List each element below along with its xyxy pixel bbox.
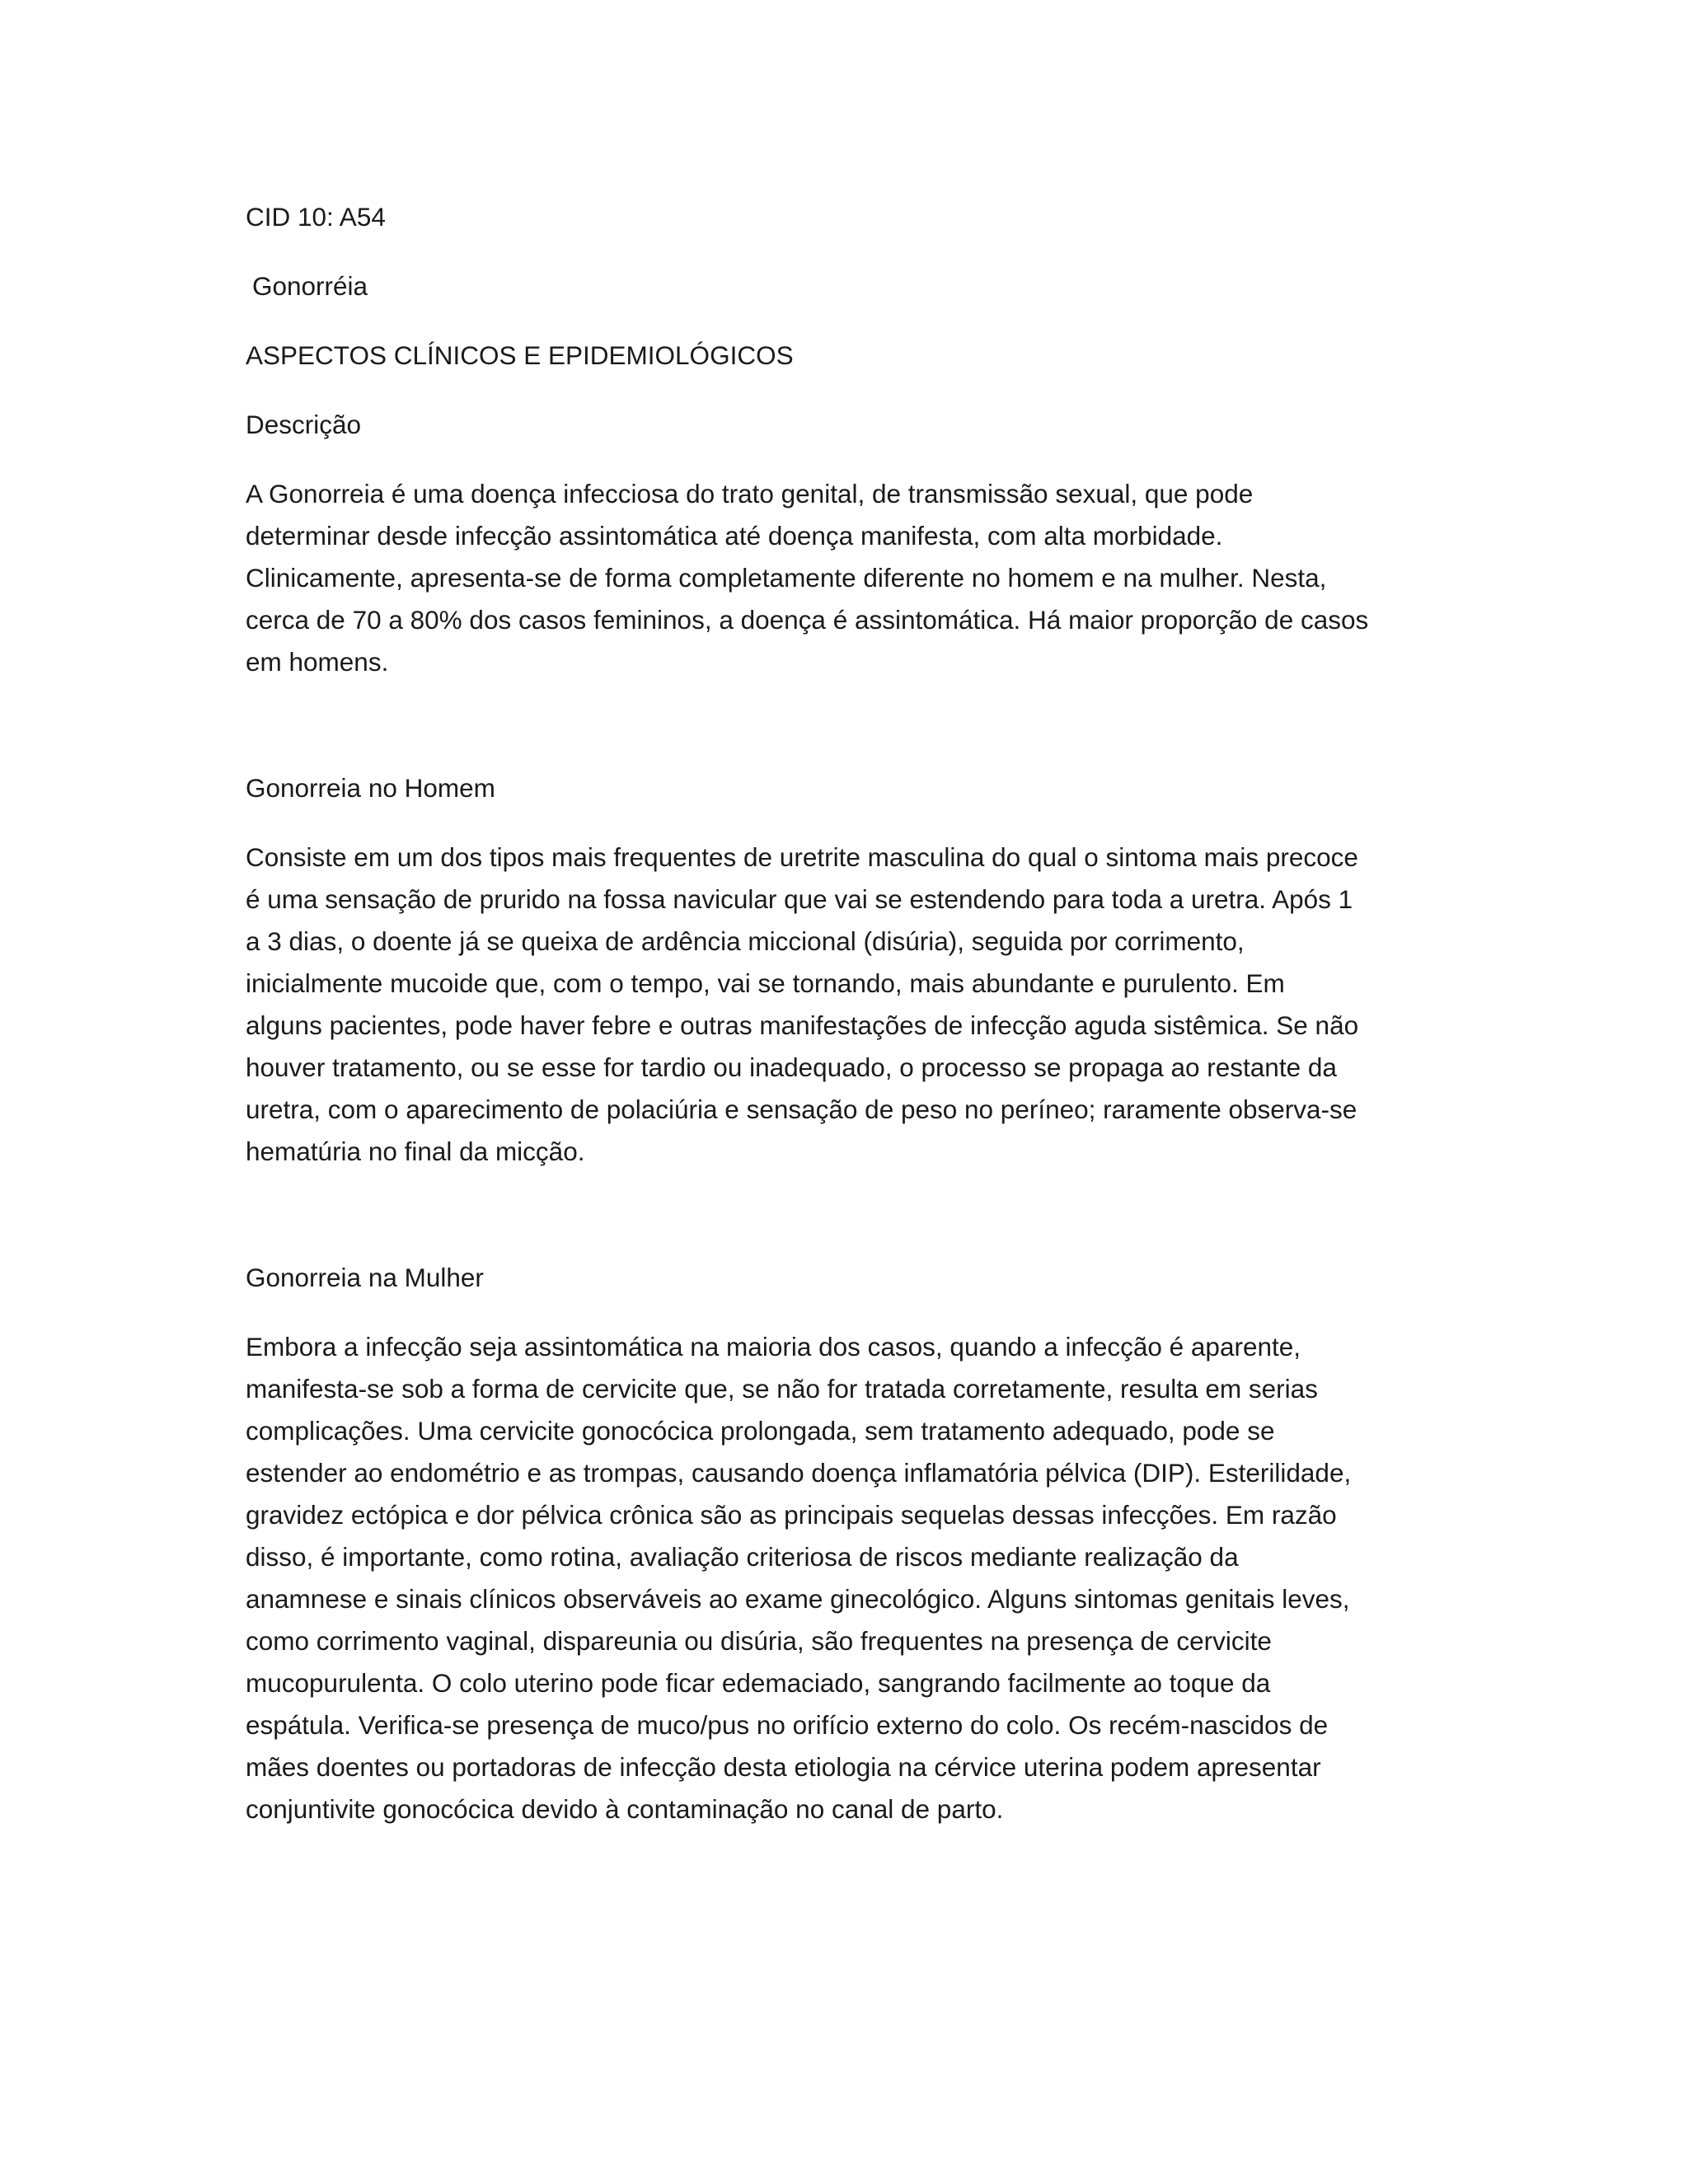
men-paragraph — [246, 837, 1441, 1173]
paragraph-line: a 3 dias, o doente já se queixa de ardência miccional (disúria), seguida por corrimento, — [246, 926, 1245, 956]
paragraph-line: complicações. Uma cervicite gonocócica prolongada, sem tratamento adequado, pode se — [246, 1416, 1275, 1446]
paragraph-line: mucopurulenta. O colo uterino pode ficar edemaciado, sangrando facilmente ao toque da — [246, 1668, 1271, 1698]
paragraph-line: cerca de 70 a 80% dos casos femininos, a doença é assintomática. Há maior proporção de casos — [246, 605, 1369, 635]
paragraph-line: é uma sensação de prurido na fossa navicular que vai se estendendo para toda a uretra. Após 1 — [246, 884, 1353, 914]
paragraph-line: Consiste em um dos tipos mais frequentes de uretrite masculina do qual o sintoma mais precoce — [246, 842, 1358, 872]
paragraph-line: A Gonorreia é uma doença infecciosa do trato genital, de transmissão sexual, que pode — [246, 479, 1254, 509]
paragraph-line: em homens. — [246, 647, 389, 677]
paragraph-line: uretra, com o aparecimento de polaciúria e sensação de peso no períneo; raramente observa-se — [246, 1094, 1357, 1124]
paragraph-line: alguns pacientes, pode haver febre e outras manifestações de infecção aguda sistêmica. Se não — [246, 1010, 1359, 1040]
paragraph-line: mães doentes ou portadoras de infecção desta etiologia na cérvice uterina podem apresentar — [246, 1752, 1321, 1782]
disease-title — [246, 265, 1441, 307]
description-heading: Descrição — [246, 410, 362, 439]
women-paragraph — [246, 1326, 1441, 1830]
paragraph-line: conjuntivite gonocócica devido à contaminação no canal de parto. — [246, 1794, 1004, 1824]
paragraph-line: disso, é importante, como rotina, avaliação criteriosa de riscos mediante realização da — [246, 1542, 1239, 1572]
paragraph-line: Clinicamente, apresenta-se de forma completamente diferente no homem e na mulher. Nesta, — [246, 563, 1327, 593]
paragraph-line: hematúria no final da micção. — [246, 1137, 585, 1166]
paragraph-line: manifesta-se sob a forma de cervicite que, se não for tratada corretamente, resulta em serias — [246, 1374, 1318, 1404]
men-heading: Gonorreia no Homem — [246, 773, 495, 803]
spacer — [246, 710, 1441, 767]
paragraph-line: como corrimento vaginal, dispareunia ou disúria, são frequentes na presença de cervicite — [246, 1626, 1272, 1656]
description-paragraph — [246, 473, 1441, 683]
cid-code: CID 10: A54 — [246, 202, 386, 232]
paragraph-line: Embora a infecção seja assintomática na maioria dos casos, quando a infecção é aparente, — [246, 1332, 1301, 1361]
paragraph-line: houver tratamento, ou se esse for tardio ou inadequado, o processo se propaga ao restante da — [246, 1052, 1337, 1082]
spacer — [246, 1200, 1441, 1257]
women-heading: Gonorreia na Mulher — [246, 1263, 484, 1292]
paragraph-line: estender ao endométrio e as trompas, causando doença inflamatória pélvica (DIP). Esterilidade, — [246, 1458, 1352, 1488]
document-content — [246, 196, 1441, 1858]
section-title: ASPECTOS CLÍNICOS E EPIDEMIOLÓGICOS — [246, 340, 794, 370]
disease-name: Gonorréia — [252, 271, 368, 301]
paragraph-line: anamnese e sinais clínicos observáveis ao exame ginecológico. Alguns sintomas genitais leves, — [246, 1584, 1350, 1614]
paragraph-line: gravidez ectópica e dor pélvica crônica são as principais sequelas dessas infecções. Em razão — [246, 1500, 1337, 1530]
paragraph-line: determinar desde infecção assintomática até doença manifesta, com alta morbidade. — [246, 521, 1223, 551]
paragraph-line: inicialmente mucoide que, com o tempo, vai se tornando, mais abundante e purulento. Em — [246, 968, 1285, 998]
paragraph-line: espátula. Verifica-se presença de muco/pus no orifício externo do colo. Os recém-nascidos de — [246, 1710, 1329, 1740]
